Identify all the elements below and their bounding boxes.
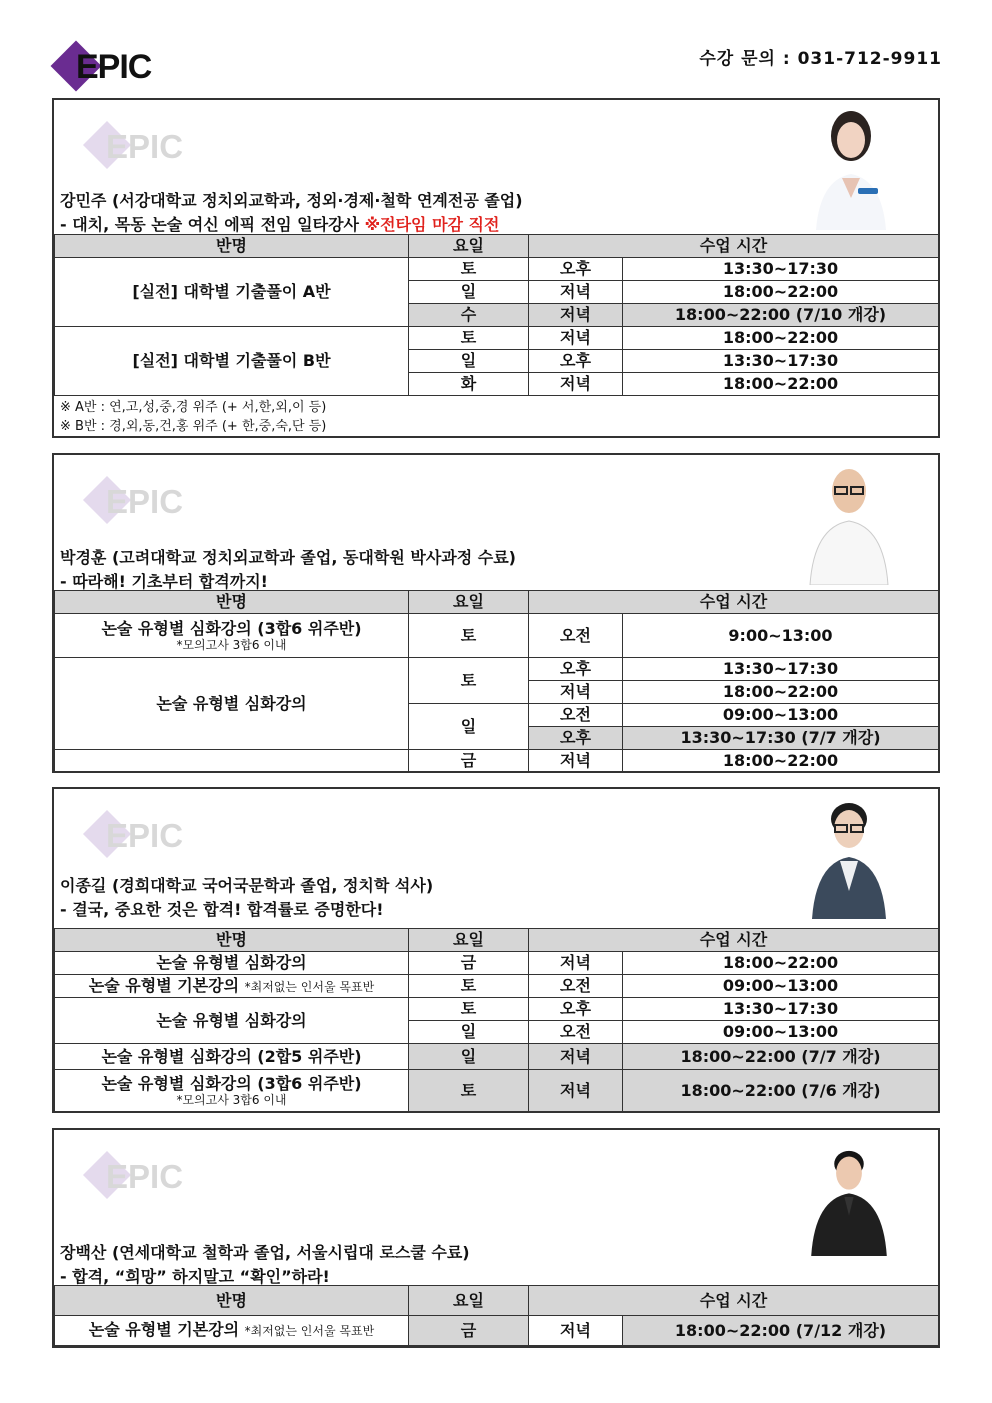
table-row [55, 952, 939, 975]
deadline-badge: ※전타임 마감 직전 [364, 215, 500, 234]
table-cell: 토 [409, 614, 529, 658]
watermark-logo: EPIC [84, 475, 204, 535]
table-cell: 저녁 [529, 1316, 623, 1346]
table-cell: 논술 유형별 심화강의 (3합6 위주반) *모의고사 3합6 이내 [55, 1070, 409, 1112]
schedule-table [54, 590, 939, 773]
table-cell: 저녁 [529, 1044, 623, 1070]
table-cell: 18:00~22:00 (7/6 개강) [623, 1070, 939, 1112]
table-cell: 13:30~17:30 [623, 658, 939, 681]
table-cell: 토 [409, 998, 529, 1021]
table-cell: 저녁 [529, 373, 623, 396]
table-header-cell: 요일 [409, 591, 529, 614]
teacher-card-4 [52, 1128, 940, 1348]
table-cell: 논술 유형별 심화강의 (3합6 위주반) *모의고사 3합6 이내 [55, 614, 409, 658]
teacher-photo-icon [806, 102, 892, 230]
table-header-cell: 수업 시간 [529, 929, 939, 952]
table-cell: 수 [409, 304, 529, 327]
teacher-photo-icon [806, 1138, 892, 1256]
table-cell: 09:00~13:00 [623, 1021, 939, 1044]
teacher-card-2 [52, 453, 940, 773]
teacher-card-1 [52, 98, 940, 438]
table-row [55, 1044, 939, 1070]
table-cell: 오전 [529, 1021, 623, 1044]
table-cell [55, 750, 409, 773]
table-cell: 일 [409, 350, 529, 373]
table-header-cell: 반명 [55, 591, 409, 614]
table-cell: 09:00~13:00 [623, 704, 939, 727]
col-day: 요일 [409, 235, 529, 258]
table-row [55, 1316, 939, 1346]
table-cell: 18:00~22:00 [623, 681, 939, 704]
teacher-name: 장백산 (연세대학교 철학과 졸업, 서울시립대 로스쿨 수료) [60, 1243, 470, 1262]
table-cell: 저녁 [529, 750, 623, 773]
table-cell: 저녁 [529, 281, 623, 304]
table-row [55, 750, 939, 773]
table-cell: 13:30~17:30 (7/7 개강) [623, 727, 939, 750]
table-header-cell: 반명 [55, 929, 409, 952]
watermark-logo: EPIC [84, 120, 204, 180]
table-cell: 저녁 [529, 327, 623, 350]
table-cell: 일 [409, 704, 529, 750]
table-cell: 토 [409, 327, 529, 350]
table-cell: 13:30~17:30 [623, 258, 939, 281]
table-row [55, 258, 939, 281]
table-cell: 금 [409, 750, 529, 773]
teacher-photo-icon [806, 457, 892, 585]
table-cell: 18:00~22:00 [623, 373, 939, 396]
table-cell: 토 [409, 975, 529, 998]
table-cell: 오전 [529, 975, 623, 998]
contact-info: 수강 문의 : 031-712-9911 [699, 49, 942, 69]
table-header-cell: 요일 [409, 1286, 529, 1316]
table-header-cell: 수업 시간 [529, 1286, 939, 1316]
table-row [55, 614, 939, 658]
table-header-cell: 요일 [409, 929, 529, 952]
table-cell: 일 [409, 1044, 529, 1070]
table-cell: 논술 유형별 심화강의 [55, 952, 409, 975]
table-cell: 18:00~22:00 [623, 750, 939, 773]
table-cell: 오후 [529, 998, 623, 1021]
table-cell: 오전 [529, 614, 623, 658]
teacher-slogan: - 합격, “희망” 하지말고 “확인”하라! [60, 1267, 330, 1286]
table-cell: 13:30~17:30 [623, 998, 939, 1021]
table-cell: 저녁 [529, 681, 623, 704]
table-row [55, 998, 939, 1021]
col-class: 반명 [55, 235, 409, 258]
table-cell: [실전] 대학별 기출풀이 A반 [55, 258, 409, 327]
table-cell: 저녁 [529, 952, 623, 975]
class-notes: ※ A반 : 연,고,성,중,경 위주 (+ 서,한,외,이 등) ※ B반 : 경,외,동,건,홍 위주 (+ 한,중,숙,단 등) [60, 400, 327, 434]
table-cell: 논술 유형별 기본강의 *최저없는 인서울 목표반 [55, 1316, 409, 1346]
table-cell: 토 [409, 1070, 529, 1112]
table-cell: 토 [409, 658, 529, 704]
table-cell: 논술 유형별 기본강의 *최저없는 인서울 목표반 [55, 975, 409, 998]
teacher-name: 이종길 (경희대학교 국어국문학과 졸업, 정치학 석사) [60, 876, 434, 895]
table-cell: 토 [409, 258, 529, 281]
table-cell: 저녁 [529, 1070, 623, 1112]
table-row [55, 327, 939, 350]
table-cell: 논술 유형별 심화강의 [55, 998, 409, 1044]
table-cell: 오후 [529, 258, 623, 281]
teacher-slogan: - 대치, 목동 논술 여신 에픽 전임 일타강사 ※전타임 마감 직전 [60, 215, 500, 234]
watermark-logo: EPIC [84, 809, 204, 869]
table-cell: 18:00~22:00 (7/7 개강) [623, 1044, 939, 1070]
schedule-table [54, 928, 939, 1112]
table-header-cell: 반명 [55, 1286, 409, 1316]
table-cell: 금 [409, 1316, 529, 1346]
table-cell: 화 [409, 373, 529, 396]
table-cell: 오후 [529, 727, 623, 750]
table-cell: 13:30~17:30 [623, 350, 939, 373]
table-cell: 일 [409, 1021, 529, 1044]
table-cell: 논술 유형별 심화강의 (2합5 위주반) [55, 1044, 409, 1070]
col-time: 수업 시간 [529, 235, 939, 258]
teacher-name: 강민주 (서강대학교 정치외교학과, 정외·경제·철학 연계전공 졸업) [60, 191, 523, 210]
table-cell: 09:00~13:00 [623, 975, 939, 998]
teacher-name: 박경훈 (고려대학교 정치외교학과 졸업, 동대학원 박사과정 수료) [60, 548, 516, 567]
epic-logo [54, 42, 174, 98]
table-cell: 논술 유형별 심화강의 [55, 658, 409, 750]
table-row [55, 975, 939, 998]
table-cell: 오후 [529, 350, 623, 373]
table-cell: 18:00~22:00 (7/10 개강) [623, 304, 939, 327]
table-cell: 오전 [529, 704, 623, 727]
schedule-table [54, 234, 939, 396]
table-cell: 일 [409, 281, 529, 304]
table-cell: 오후 [529, 658, 623, 681]
table-cell: 18:00~22:00 [623, 281, 939, 304]
table-row [55, 658, 939, 681]
table-row [55, 1070, 939, 1112]
table-cell: [실전] 대학별 기출풀이 B반 [55, 327, 409, 396]
logo-text: EPIC [76, 48, 152, 86]
teacher-photo-icon [806, 791, 892, 919]
table-cell: 금 [409, 952, 529, 975]
table-cell: 18:00~22:00 [623, 952, 939, 975]
table-cell: 18:00~22:00 (7/12 개강) [623, 1316, 939, 1346]
watermark-logo: EPIC [84, 1150, 204, 1210]
teacher-card-3 [52, 787, 940, 1113]
table-cell: 저녁 [529, 304, 623, 327]
table-header-cell: 수업 시간 [529, 591, 939, 614]
teacher-slogan: - 결국, 중요한 것은 합격! 합격률로 증명한다! [60, 900, 384, 919]
table-cell: 9:00~13:00 [623, 614, 939, 658]
teacher-slogan: - 따라해! 기초부터 합격까지! [60, 572, 268, 591]
table-cell: 18:00~22:00 [623, 327, 939, 350]
schedule-table [54, 1285, 939, 1346]
